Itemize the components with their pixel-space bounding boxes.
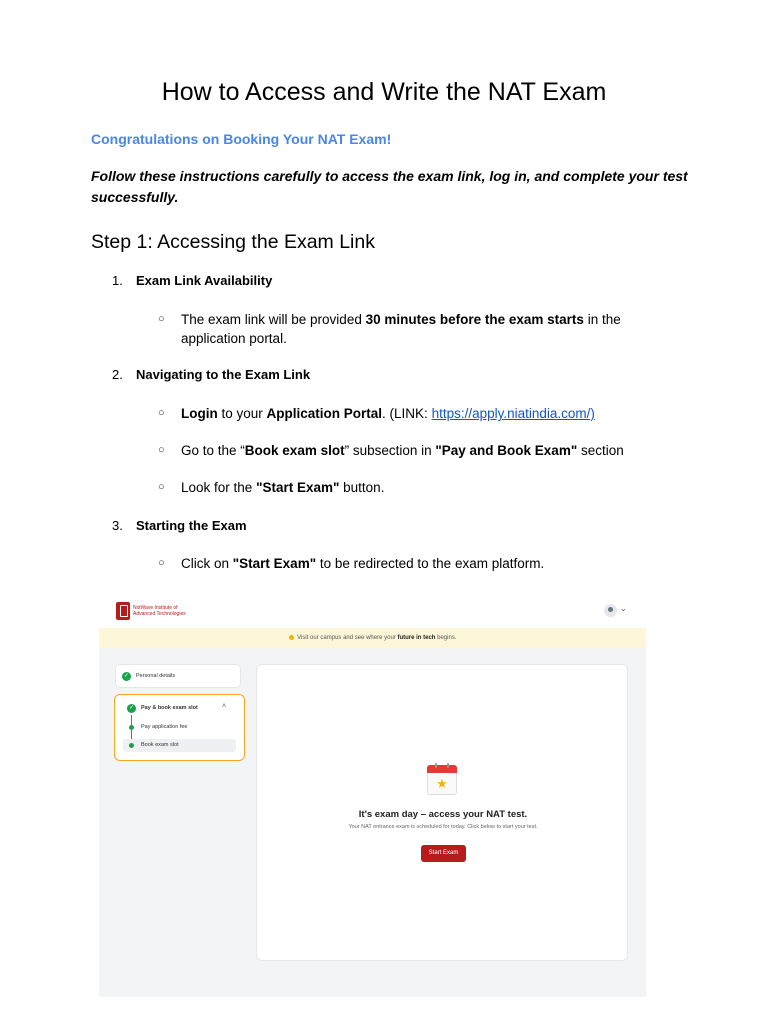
- item-3-sub: Click on "Start Exam" to be redirected to the exam platform.: [181, 556, 545, 571]
- substep-pay-fee[interactable]: Pay application fee: [141, 724, 188, 730]
- bulb-icon: [289, 635, 294, 640]
- step-card-personal-details[interactable]: [115, 664, 241, 688]
- bullet-icon: ○: [158, 444, 165, 456]
- item-1-title: Exam Link Availability: [136, 273, 273, 288]
- step-1-heading: Step 1: Accessing the Exam Link: [91, 231, 375, 253]
- item-1-sub: The exam link will be provided 30 minutes before the exam starts in the application portal.: [181, 312, 621, 346]
- bullet-icon: ○: [158, 407, 165, 419]
- congratulations-subheading: Congratulations on Booking Your NAT Exam!: [91, 131, 392, 147]
- institute-logo-text: NxtWave Institute of Advanced Technologies: [133, 605, 186, 617]
- substep-dot-icon: [129, 743, 134, 748]
- portal-body: [99, 648, 646, 997]
- step-label-personal: Personal details: [136, 673, 176, 679]
- check-icon: ✓: [123, 673, 130, 679]
- institute-logo-icon: [116, 602, 130, 620]
- chevron-down-icon[interactable]: ⌄: [620, 604, 627, 613]
- campus-banner: Visit our campus and see where your future in tech begins.: [99, 628, 646, 648]
- calendar-icon: ★: [427, 765, 457, 795]
- item-3-title: Starting the Exam: [136, 518, 247, 533]
- document-title: How to Access and Write the NAT Exam: [161, 78, 607, 106]
- item-1-number: 1.: [112, 273, 123, 288]
- bullet-icon: ○: [158, 313, 165, 325]
- user-avatar-icon[interactable]: [604, 604, 617, 617]
- exam-day-card: [256, 664, 628, 961]
- portal-header: [99, 594, 646, 628]
- check-icon: ✓: [128, 705, 135, 711]
- substep-dot-icon: [129, 725, 134, 730]
- item-2-goto-sub: Go to the “Book exam slot” subsection in "Pay and Book Exam" section: [181, 443, 624, 458]
- item-2-number: 2.: [112, 367, 123, 382]
- item-2-login-sub: Login to your Application Portal. (LINK: https://apply.niatindia.com/): [181, 406, 595, 421]
- step-card-pay-book[interactable]: [114, 694, 245, 761]
- item-3-number: 3.: [112, 518, 123, 533]
- item-2-title: Navigating to the Exam Link: [136, 367, 311, 382]
- chevron-up-icon[interactable]: ˄: [222, 703, 227, 710]
- substep-book-slot[interactable]: Book exam slot: [141, 742, 179, 748]
- substep-book-slot-row[interactable]: [123, 739, 236, 752]
- item-2-look-sub: Look for the "Start Exam" button.: [181, 480, 385, 495]
- start-exam-button[interactable]: Start Exam: [421, 845, 466, 862]
- intro-text: Follow these instructions carefully to access the exam link, log in, and complete your test successfully.: [91, 168, 688, 205]
- exam-day-subtitle: Your NAT entrance exam is scheduled for today. Click below to start your test.: [348, 824, 538, 830]
- bullet-icon: ○: [158, 481, 165, 493]
- bullet-icon: ○: [158, 557, 165, 569]
- portal-screenshot: [99, 594, 646, 997]
- application-portal-link[interactable]: https://apply.niatindia.com/): [431, 406, 595, 421]
- exam-day-title: It's exam day – access your NAT test.: [358, 809, 528, 820]
- step-label-pay-book: Pay & book exam slot: [141, 705, 198, 711]
